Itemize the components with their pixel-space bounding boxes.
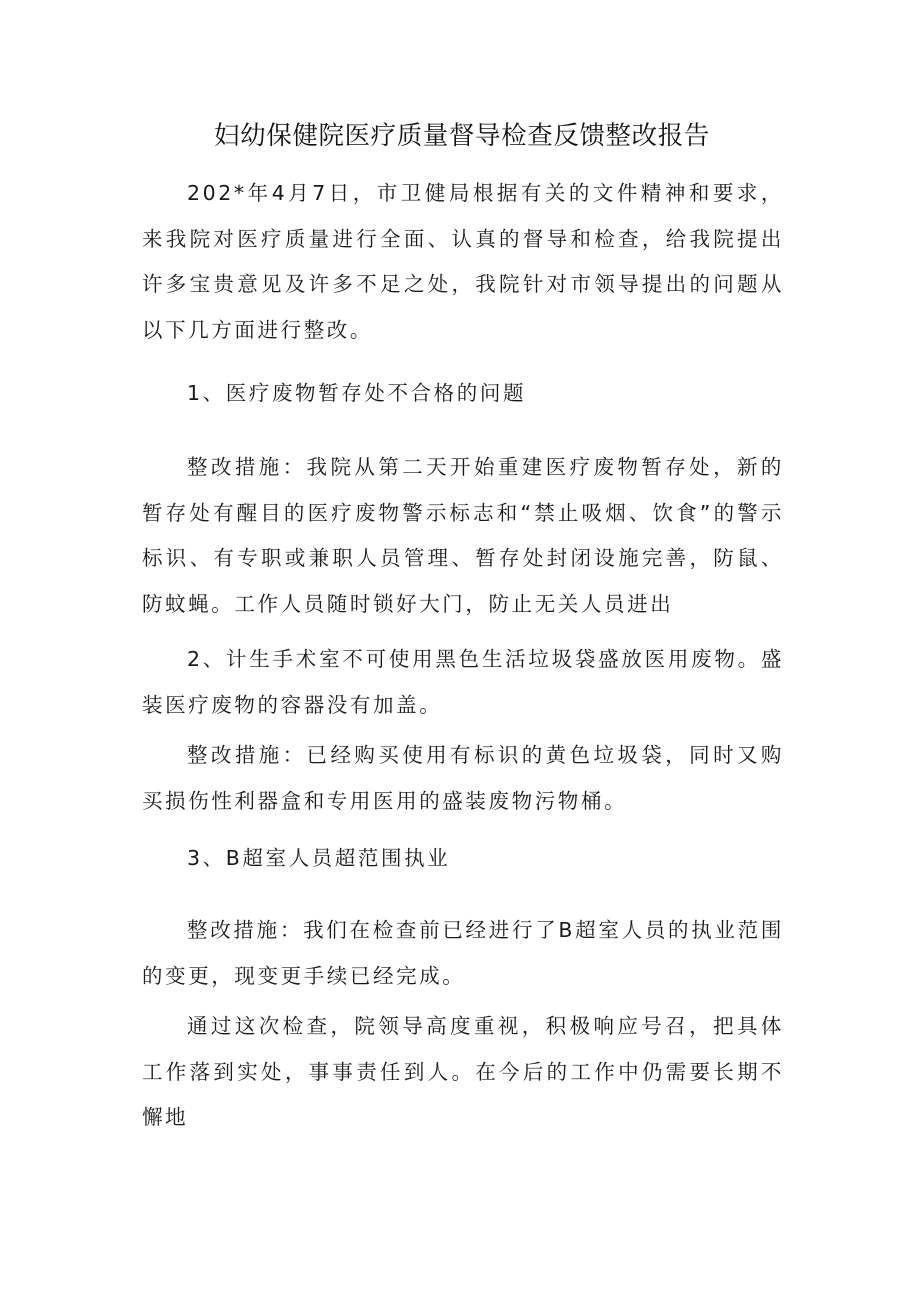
issue-2-measures: 整改措施：已经购买使用有标识的黄色垃圾袋，同时又购买损伤性利器盒和专用医用的盛装废物污物桶。	[142, 743, 784, 813]
paragraph-conclusion: 通过这次检查，院领导高度重视，积极响应号召，把具体工作落到实处，事事责任到人。在今后的工作中仍需要长期不懈地	[142, 1014, 784, 1129]
issue-3-measures: 整改措施：我们在检查前已经进行了B超室人员的执业范围的变更，现变更手续已经完成。	[142, 918, 784, 988]
document-title: 妇幼保健院医疗质量督导检查反馈整改报告	[214, 121, 710, 151]
issue-1-measures: 整改措施：我院从第二天开始重建医疗废物暂存处，新的暂存处有醒目的医疗废物警示标志和“禁止吸烟、饮食”的警示标识、有专职或兼职人员管理、暂存处封闭设施完善，防鼠、防蚊蝇。工作人员随时锁好大门，防止无关人员进出	[142, 455, 784, 616]
paragraph-intro: 202*年4月7日，市卫健局根据有关的文件精神和要求，来我院对医疗质量进行全面、认真的督导和检查，给我院提出许多宝贵意见及许多不足之处，我院针对市领导提出的问题从以下几方面进行整改。	[142, 181, 784, 342]
issue-3-heading: 3、B超室人员超范围执业	[187, 846, 451, 870]
issue-1-heading: 1、医疗废物暂存处不合格的问题	[187, 381, 527, 405]
issue-2-heading: 2、计生手术室不可使用黑色生活垃圾袋盛放医用废物。盛装医疗废物的容器没有加盖。	[142, 647, 784, 717]
